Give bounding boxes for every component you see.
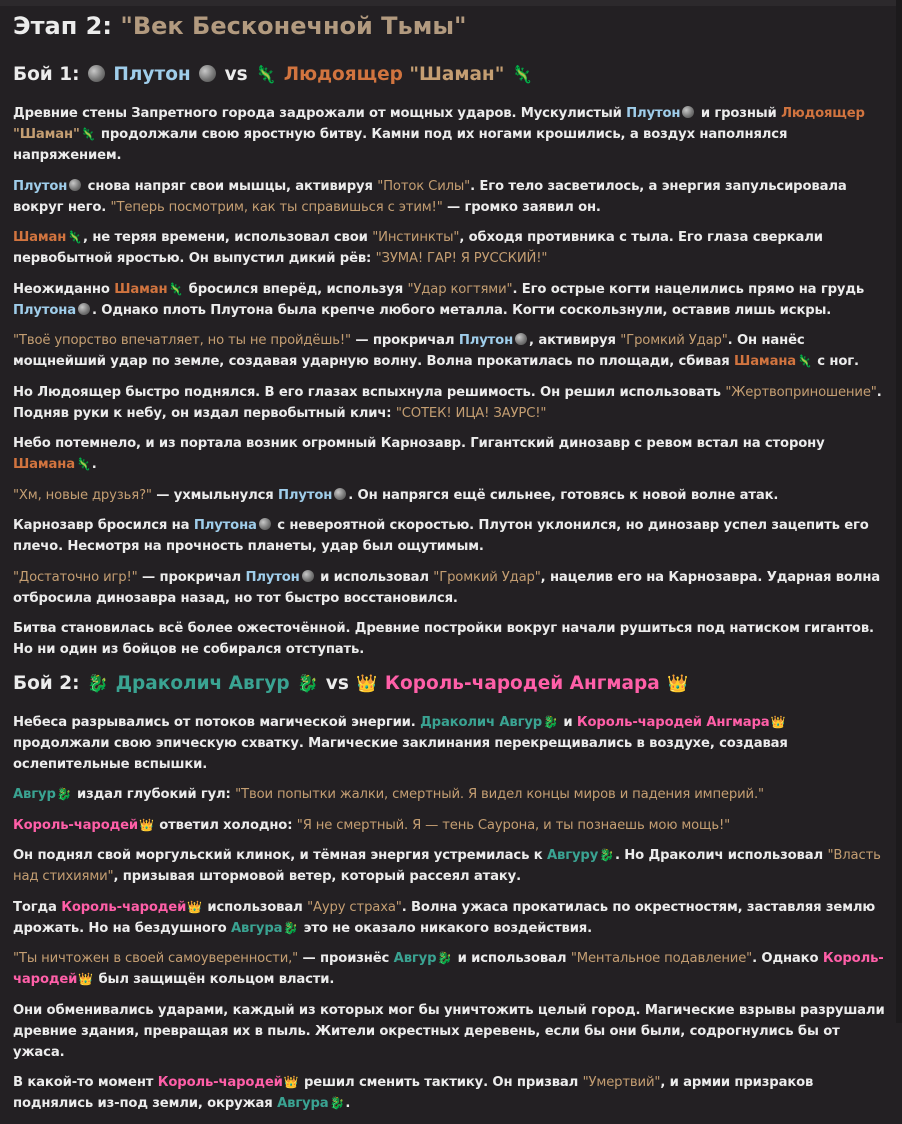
story-paragraph	[13, 897, 886, 939]
text: Они обменивались ударами, каждый из которых мог бы уничтожить целый город. Магические взрывы разрушали древние здания, превращая их в пыль. Жители окрестных деревень, если бы они были, содрогнулись бы от ужаса.	[13, 1002, 885, 1060]
text: Битва становилась всё более ожесточённой. Древние постройки вокруг начали рушиться под натиском гигантов. Но ни один из бойцов не собирался отступать.	[13, 621, 874, 657]
dragon-icon: 🐉	[283, 920, 299, 935]
dracolich-name: Авгур	[13, 787, 56, 802]
story-paragraph	[13, 330, 886, 372]
ability-name: "Ментальное подавление"	[570, 951, 753, 966]
story-paragraph	[13, 1000, 886, 1063]
planet-icon	[88, 65, 105, 82]
quote: "Твои попытки жалки, смертный. Я видел концы миров и падения империй."	[235, 787, 764, 802]
text: . Он нанёс мощнейший удар по земле, создавая ударную волну. Волна прокатилась по площади, сбивая	[13, 333, 805, 369]
text: Неожиданно	[13, 281, 115, 297]
witch-king-name: Король-чародей Ангмара	[576, 714, 770, 730]
pluto-name: Плутона	[193, 518, 257, 533]
text: это не оказало никакого воздействия.	[299, 920, 592, 936]
quote: "СОТЕК! ИЦА! ЗАУРС!"	[395, 405, 547, 421]
text: Небеса разрывались от потоков магической энергии.	[13, 714, 421, 730]
text: .	[91, 457, 97, 472]
crown-icon: 👑	[139, 817, 154, 832]
quote: "Теперь посмотрим, как ты справишься с этим!"	[110, 199, 443, 215]
story-paragraph	[13, 227, 886, 269]
witch-king-name: Король-чародей	[13, 951, 884, 987]
dragon-icon: 🐉	[437, 951, 453, 965]
text: и использовал	[315, 569, 434, 585]
text: , призывая штормовой ветер, который рассеял атаку.	[113, 869, 521, 884]
text: — громко заявил он.	[442, 199, 601, 215]
dragon-icon: 🐉	[297, 673, 319, 694]
text: . Однако	[752, 951, 823, 966]
text: , и армии призраков поднялись из-под земли, окружая	[13, 1075, 814, 1111]
shaman-nick: "Шаман"	[13, 127, 80, 142]
fighter-witch-king: Король-чародей Ангмара	[384, 672, 660, 694]
planet-icon	[515, 333, 527, 345]
fighter-lizardman-nick: "Шаман"	[409, 64, 505, 85]
text: . Однако плоть Плутона была крепче любого металла. Когти соскользнули, оставив лишь искры.	[91, 302, 832, 318]
story-paragraph	[13, 948, 886, 990]
quote: "Твоё упорство впечатляет, но ты не пройдёшь!"	[13, 333, 351, 348]
story-paragraph	[13, 815, 886, 836]
text: . Подняв руки к небу, он издал первобытный клич:	[13, 384, 882, 421]
dracolich-name: Авгуру	[546, 848, 599, 863]
dracolich-name: Авгура	[277, 1096, 329, 1111]
planet-icon	[682, 106, 694, 118]
text: и грозный	[696, 106, 782, 121]
lizard-icon: 🦎	[511, 65, 533, 85]
text: . Волна ужаса прокатилась по окрестностям, заставляя землю дрожать. Но на бездушного	[13, 899, 875, 936]
text: В какой-то момент	[13, 1075, 158, 1090]
text: Древние стены Запретного города задрожали от мощных ударов. Мускулистый	[13, 106, 627, 121]
text: , не теряя времени, использовал свои	[83, 230, 373, 245]
stage-name: "Век Бесконечной Тьмы"	[120, 12, 467, 40]
ability-name: "Власть над стихиями"	[13, 848, 881, 884]
ability-name: "Поток Силы"	[377, 178, 471, 194]
text: решил сменить тактику. Он призвал	[299, 1075, 583, 1090]
crown-icon: 👑	[356, 673, 378, 694]
story-paragraph	[13, 382, 886, 424]
text: с ног.	[812, 354, 859, 369]
text: снова напряг свои мышцы, активируя	[83, 178, 378, 194]
ability-name: "Умертвий"	[582, 1075, 661, 1090]
crown-icon: 👑	[283, 1075, 299, 1089]
fight-1-label: Бой 1:	[13, 64, 80, 85]
dragon-icon: 🐉	[329, 1096, 345, 1110]
planet-icon	[69, 179, 81, 191]
story-paragraph	[13, 176, 886, 218]
story-paragraph	[13, 515, 886, 557]
ability-name: "Инстинкты"	[372, 230, 460, 245]
lizard-icon: 🦎	[797, 354, 812, 368]
crown-icon: 👑	[667, 673, 689, 694]
text: бросился вперёд, используя	[184, 281, 408, 297]
story-paragraph	[13, 784, 886, 805]
dracolich-name: Авгур	[393, 951, 437, 966]
text: , активируя	[529, 333, 621, 348]
lizard-icon: 🦎	[67, 230, 83, 244]
shaman-name: Шаман	[13, 230, 67, 245]
text: использовал	[202, 899, 308, 915]
lizard-icon: 🦎	[168, 281, 184, 296]
quote: "ЗУМА! ГАР! Я РУССКИЙ!"	[375, 251, 548, 266]
lizard-icon: 🦎	[80, 127, 96, 141]
fighter-dracolich: Дракoлич Авгур	[115, 672, 290, 694]
planet-icon	[78, 303, 90, 315]
fight-2-heading	[13, 670, 886, 698]
text: . Его острые когти нацелились прямо на грудь	[512, 281, 865, 297]
ability-name: "Громкий Удар"	[433, 569, 541, 585]
fight-2-label: Бой 2:	[13, 672, 80, 694]
shaman-name: Шамана	[13, 457, 75, 472]
pluto-name: Плутон	[278, 487, 333, 503]
story-paragraph	[13, 279, 886, 321]
lizard-icon: 🦎	[75, 457, 91, 471]
text: , нацелив его на Карнозавра. Ударная волна отбросила динозавра назад, но тот быстро восстановился.	[13, 569, 881, 606]
text: . Но Дракoлич использовал	[614, 848, 828, 863]
ability-name: "Удар когтями"	[407, 281, 513, 297]
fight-1-heading	[13, 61, 886, 89]
crown-icon: 👑	[187, 899, 202, 914]
dracolich-name: Дракoлич Авгур	[420, 714, 543, 730]
story-paragraph	[13, 567, 886, 609]
text: Он поднял свой моргульский клинок, и тёмная энергия устремилась к	[13, 848, 547, 863]
text: был защищён кольцом власти.	[94, 972, 335, 987]
planet-icon	[334, 488, 346, 500]
text: Но Людоящер быстро поднялся. В его глазах вспыхнула решимость. Он решил использовать	[13, 384, 726, 400]
quote: "Ты ничтожен в своей самоуверенности,"	[13, 951, 299, 966]
story-paragraph	[13, 433, 886, 475]
stage-title	[13, 9, 886, 43]
text: Тогда	[13, 899, 62, 915]
stage-prefix: Этап 2:	[13, 12, 112, 40]
story-paragraph	[13, 103, 886, 166]
pluto-name: Плутона	[13, 302, 76, 318]
shaman-name: Шаман	[114, 281, 168, 297]
ability-name: "Громкий Удар"	[620, 333, 728, 348]
dragon-icon: 🐉	[543, 714, 558, 729]
text: , обходя противника с тыла. Его глаза сверкали первобытной яростью. Он выпустил дикий рёв:	[13, 230, 823, 266]
pluto-name: Плутон	[13, 178, 68, 194]
shaman-name: Шамана	[734, 354, 797, 369]
text: — произнёс	[298, 951, 394, 966]
fighter-pluto: Плутон	[113, 64, 191, 85]
story-paragraph	[13, 845, 886, 887]
dragon-icon: 🐉	[56, 787, 72, 801]
planet-icon	[199, 65, 216, 82]
quote: "Хм, новые друзья?"	[13, 487, 152, 503]
text: и использовал	[453, 951, 571, 966]
quote: "Я не смертный. Я — тень Саурона, и ты познаешь мою мощь!"	[296, 817, 731, 833]
top-strip	[0, 0, 902, 6]
text: — ухмыльнулся	[151, 487, 279, 503]
text: издал глубокий гул:	[72, 787, 236, 802]
witch-king-name: Король-чародей	[157, 1075, 283, 1090]
shaman-name: Людоящер	[781, 106, 865, 121]
story-paragraph	[13, 485, 886, 506]
pluto-name: Плутон	[626, 106, 681, 121]
text: . Его тело засветилось, а энергия запульсировала вокруг него.	[13, 178, 847, 215]
witch-king-name: Король-чародей	[61, 899, 187, 915]
text: продолжали свою эпическую схватку. Магические заклинания перекрещивались в воздухе, создавая ослепительные вспышки.	[13, 735, 788, 772]
pluto-name: Плутон	[245, 569, 300, 585]
text: и	[558, 714, 577, 730]
dracolich-name: Авгура	[230, 920, 283, 936]
text: — прокричал	[350, 333, 459, 348]
fighter-lizardman: Людоящер	[283, 64, 403, 85]
crown-icon: 👑	[770, 714, 786, 729]
witch-king-name: Король-чародей	[13, 817, 138, 833]
dragon-icon: 🐉	[86, 673, 109, 694]
pluto-name: Плутон	[458, 333, 514, 348]
text: .	[345, 1096, 351, 1111]
text: ответил холодно:	[154, 817, 297, 833]
text: . Он напрягся ещё сильнее, готовясь к новой волне атак.	[348, 487, 779, 503]
planet-icon	[259, 518, 271, 530]
dragon-icon: 🐉	[599, 848, 614, 862]
text: — прокричал	[137, 569, 246, 585]
crown-icon: 👑	[78, 972, 94, 986]
vs-label: vs	[224, 64, 248, 85]
story-paragraph	[13, 712, 886, 775]
planet-icon	[302, 570, 314, 582]
story-paragraph	[13, 1072, 886, 1114]
story-paragraph	[13, 618, 886, 660]
text: Карнозавр бросился на	[13, 518, 194, 533]
story-content	[13, 9, 886, 1124]
text: Небо потемнело, и из портала возник огромный Карнозавр. Гигантский динозавр с ревом встал на сторону	[13, 436, 825, 451]
vs-label: vs	[325, 672, 349, 694]
lizard-icon: 🦎	[255, 65, 277, 85]
text: с невероятной скоростью. Плутон уклонился, но динозавр успел зацепить его плечо. Несмотря на прочность планеты, удар был ощутимым.	[13, 518, 869, 554]
text: продолжали свою яростную битву. Камни под их ногами крошились, а воздух наполнялся напряжением.	[13, 127, 788, 163]
window-edge	[896, 0, 902, 1023]
ability-name: "Жертвоприношение"	[725, 384, 877, 400]
ability-name: "Ауру страха"	[307, 899, 402, 915]
quote: "Достаточно игр!"	[13, 569, 138, 585]
